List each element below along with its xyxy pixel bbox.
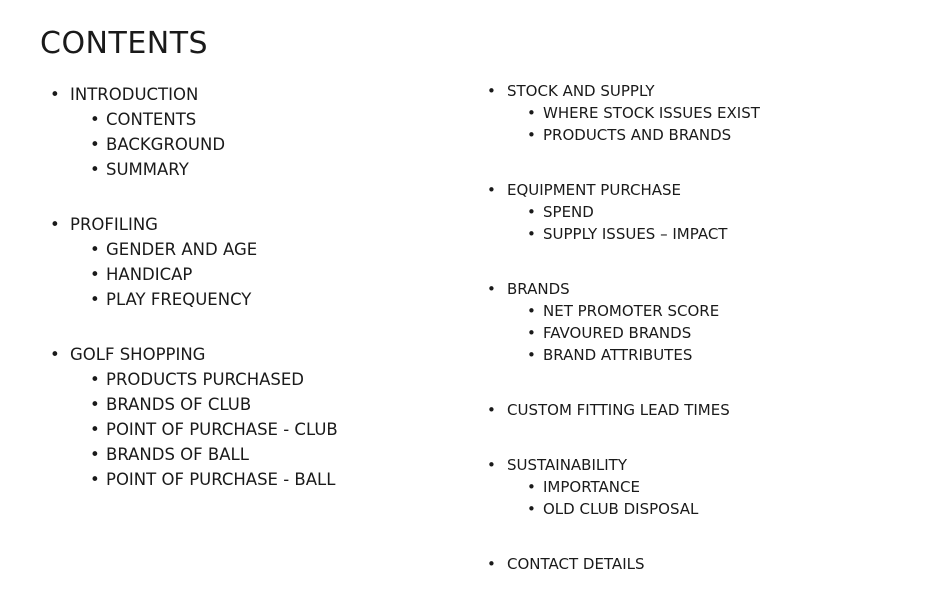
page-title: CONTENTS [40, 26, 209, 61]
list-item[interactable]: • SUMMARY [90, 157, 338, 182]
list-item[interactable]: • BRANDS OF CLUB [90, 392, 338, 417]
bullet-icon: • [487, 82, 496, 100]
list-item[interactable]: • BRANDS OF BALL [90, 442, 338, 467]
section-brands[interactable] [487, 278, 760, 366]
bullet-icon: • [527, 478, 536, 496]
bullet-icon: • [527, 346, 536, 364]
section-contact-details[interactable] [487, 553, 760, 575]
list-item[interactable]: • SUPPLY ISSUES – IMPACT [527, 225, 728, 243]
bullet-icon: • [90, 135, 100, 154]
bullet-icon: • [487, 280, 496, 298]
bullet-icon: • [50, 345, 60, 364]
bullet-icon: • [487, 555, 496, 573]
section-profiling[interactable] [50, 212, 338, 312]
section-label: INTRODUCTION [70, 85, 199, 104]
section-label: CONTACT DETAILS [507, 555, 645, 573]
list-item[interactable]: • GENDER AND AGE [90, 237, 338, 262]
bullet-icon: • [527, 500, 536, 518]
bullet-icon: • [527, 302, 536, 320]
list-item[interactable]: • BACKGROUND [90, 132, 338, 157]
section-label: PROFILING [70, 215, 158, 234]
bullet-icon: • [90, 110, 100, 129]
section-label: BRANDS [507, 280, 570, 298]
bullet-icon: • [90, 470, 100, 489]
bullet-icon: • [50, 85, 60, 104]
bullet-icon: • [527, 324, 536, 342]
section-introduction[interactable] [50, 82, 338, 182]
bullet-icon: • [50, 215, 60, 234]
section-label: STOCK AND SUPPLY [507, 82, 655, 100]
bullet-icon: • [527, 203, 536, 221]
list-item[interactable]: • PRODUCTS PURCHASED [90, 367, 338, 392]
list-item[interactable]: • PRODUCTS AND BRANDS [527, 126, 732, 144]
section-sustainability[interactable] [487, 454, 760, 520]
bullet-icon: • [90, 265, 100, 284]
bullet-icon: • [487, 456, 496, 474]
bullet-icon: • [90, 420, 100, 439]
bullet-icon: • [487, 401, 496, 419]
list-item[interactable]: • POINT OF PURCHASE - BALL [90, 467, 338, 492]
bullet-icon: • [90, 370, 100, 389]
list-item[interactable]: • PLAY FREQUENCY [90, 287, 338, 312]
list-item[interactable]: • OLD CLUB DISPOSAL [527, 500, 699, 518]
list-item[interactable]: • POINT OF PURCHASE - CLUB [90, 417, 338, 442]
section-golf-shopping[interactable] [50, 342, 338, 492]
list-item[interactable]: • BRAND ATTRIBUTES [527, 346, 693, 364]
section-label: EQUIPMENT PURCHASE [507, 181, 682, 199]
section-stock-and-supply[interactable] [487, 80, 760, 146]
section-custom-fitting-lead-times[interactable] [487, 399, 760, 421]
contents-left-column [50, 82, 338, 522]
list-item[interactable]: • HANDICAP [90, 262, 338, 287]
list-item[interactable]: • CONTENTS [90, 107, 338, 132]
bullet-icon: • [487, 181, 496, 199]
bullet-icon: • [90, 240, 100, 259]
list-item[interactable]: • SPEND [527, 203, 594, 221]
bullet-icon: • [527, 126, 536, 144]
section-label: GOLF SHOPPING [70, 345, 206, 364]
contents-right-column [487, 80, 760, 608]
list-item[interactable]: • IMPORTANCE [527, 478, 640, 496]
list-item[interactable]: • WHERE STOCK ISSUES EXIST [527, 104, 760, 122]
bullet-icon: • [90, 160, 100, 179]
bullet-icon: • [90, 445, 100, 464]
bullet-icon: • [527, 104, 536, 122]
section-label: SUSTAINABILITY [507, 456, 628, 474]
section-equipment-purchase[interactable] [487, 179, 760, 245]
bullet-icon: • [527, 225, 536, 243]
bullet-icon: • [90, 395, 100, 414]
bullet-icon: • [90, 290, 100, 309]
list-item[interactable]: • FAVOURED BRANDS [527, 324, 692, 342]
section-label: CUSTOM FITTING LEAD TIMES [507, 401, 730, 419]
list-item[interactable]: • NET PROMOTER SCORE [527, 302, 720, 320]
